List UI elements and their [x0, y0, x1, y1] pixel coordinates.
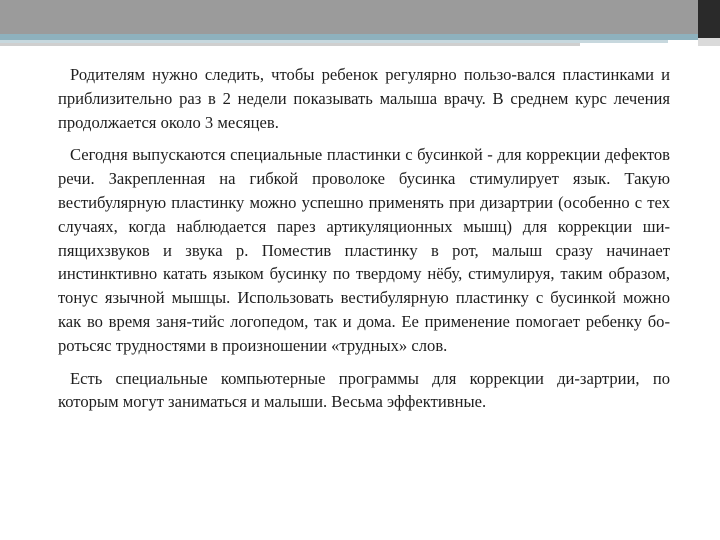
- slide-body: [58, 63, 670, 414]
- header-band: [0, 0, 698, 34]
- paragraph-2: Сегодня выпускаются специальные пластинки с бусинкой - для коррекции дефектов речи. Закрепленная на гибкой проволоке бусинка стимулирует язык. Такую вестибулярную пластинку можно успешно применять при дизартрии (особенно с тех случаях, когда наблюдается парез артикуляционных мышц) для коррекции ши-пящихзвуков и звука р. Поместив пластинку в рот, малыш сразу начинает инстинктивно катать языком бусинку по твердому нёбу, стимулируя, таким образом, тонус язычной мышцы. Использовать вестибулярную пластинку с бусинкой можно как во время заня-тийс логопедом, так и дома. Ее применение помогает ребенку бо-ротьсяс трудностями в произношении «трудных» слов.: [58, 145, 670, 355]
- paragraph-3: Есть специальные компьютерные программы для коррекции ди-зартрии, по которым могут заниматься и малыши. Весьма эффективные.: [58, 368, 670, 412]
- header-corner-accent: [698, 38, 720, 46]
- paragraph-1: Родителям нужно следить, чтобы ребенок регулярно пользо-вался пластинками и приблизительно раз в 2 недели показывать малыша врачу. В среднем курс лечения продолжается около 3 месяцев.: [58, 65, 670, 132]
- header-corner-block: [698, 0, 720, 38]
- header-divider-line: [0, 43, 580, 46]
